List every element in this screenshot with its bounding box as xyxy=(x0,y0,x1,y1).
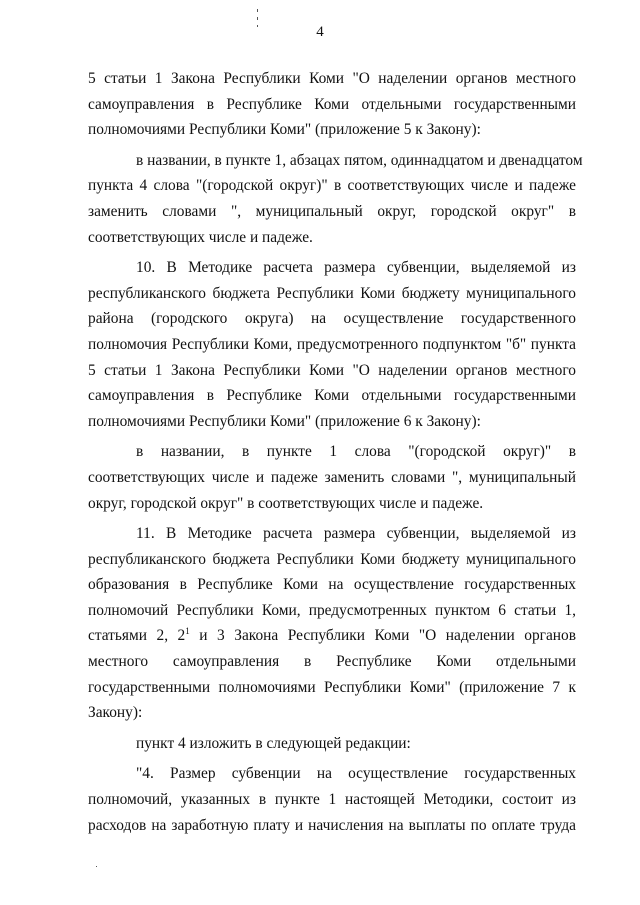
text-line: 11. В Методике расчета размера субвенции, выделяемой из xyxy=(136,525,576,543)
text-line: в названии, в пункте 1 слова "(городской округ)" в xyxy=(136,443,576,461)
paragraph-instruction xyxy=(88,731,576,757)
paragraph-quoted-item-4 xyxy=(88,761,576,838)
text-line: полномочия Республики Коми, предусмотренного подпунктом "б" пункта xyxy=(88,335,576,353)
scan-speck xyxy=(257,17,258,20)
text-line: государственными полномочиями Республики Коми" (приложение 7 к xyxy=(88,678,576,696)
text-line-with-superscript xyxy=(88,623,576,649)
paragraph-item-10-amendment xyxy=(88,439,576,516)
text-line: 5 статьи 1 Закона Республики Коми "О наделении органов местного xyxy=(88,361,576,379)
scan-speck xyxy=(96,866,97,867)
text-line: полномочиями Республики Коми" (приложение 6 к Закону): xyxy=(88,412,481,430)
paragraph-amendment-title xyxy=(88,148,583,250)
paragraph-continuation xyxy=(88,66,576,143)
text-line: самоуправления в Республике Коми отдельными государственными xyxy=(88,387,576,405)
text-line: соответствующих числе и падеже. xyxy=(88,228,313,246)
scan-speck xyxy=(257,25,258,27)
paragraph-item-11 xyxy=(88,521,576,726)
text-line: 10. В Методике расчета размера субвенции, выделяемой из xyxy=(136,259,576,277)
text-line: самоуправления в Республике Коми отдельными государственными xyxy=(88,95,576,113)
text-line: округ, городской округ" в соответствующих числе и падеже. xyxy=(88,494,484,512)
document-body xyxy=(88,66,583,838)
text-line: полномочий, указанных в пункте 1 настоящей Методики, состоит из xyxy=(88,791,576,809)
text-line: республиканского бюджета Республики Коми бюджету муниципального xyxy=(88,550,576,568)
text-line: соответствующих числе и падеже заменить словами ", муниципальный xyxy=(88,468,576,486)
text-line: пункт 4 изложить в следующей редакции: xyxy=(136,734,411,752)
text-line: образования в Республике Коми на осуществление государственных xyxy=(88,576,576,594)
text-fragment: статьями 2, 2 xyxy=(88,627,186,645)
text-line: в названии, в пункте 1, абзацах пятом, одиннадцатом и двенадцатом xyxy=(136,151,583,169)
text-line: Закону): xyxy=(88,704,143,722)
text-line: "4. Размер субвенции на осуществление государственных xyxy=(136,765,576,783)
paragraph-item-10 xyxy=(88,255,576,434)
text-line: республиканского бюджета Республики Коми бюджету муниципального xyxy=(88,284,576,302)
text-line: расходов на заработную плату и начисления на выплаты по оплате труда xyxy=(88,816,576,834)
text-fragment: и 3 Закона Республики Коми "О наделении органов xyxy=(189,627,576,645)
text-line: местного самоуправления в Республике Коми отдельными xyxy=(88,653,576,671)
text-line: полномочий Республики Коми, предусмотренных пунктом 6 статьи 1, xyxy=(88,601,576,619)
text-line: района (городского округа) на осуществление государственного xyxy=(88,310,576,328)
superscript: 1 xyxy=(185,626,190,637)
scan-speck xyxy=(257,9,258,12)
text-line: полномочиями Республики Коми" (приложение 5 к Закону): xyxy=(88,121,481,139)
text-line: пункта 4 слова "(городской округ)" в соответствующих числе и падеже xyxy=(88,177,576,195)
page-number: 4 xyxy=(316,24,324,40)
text-line: заменить словами ", муниципальный округ, городской округ" в xyxy=(88,202,576,220)
text-line: 5 статьи 1 Закона Республики Коми "О наделении органов местного xyxy=(88,70,576,87)
